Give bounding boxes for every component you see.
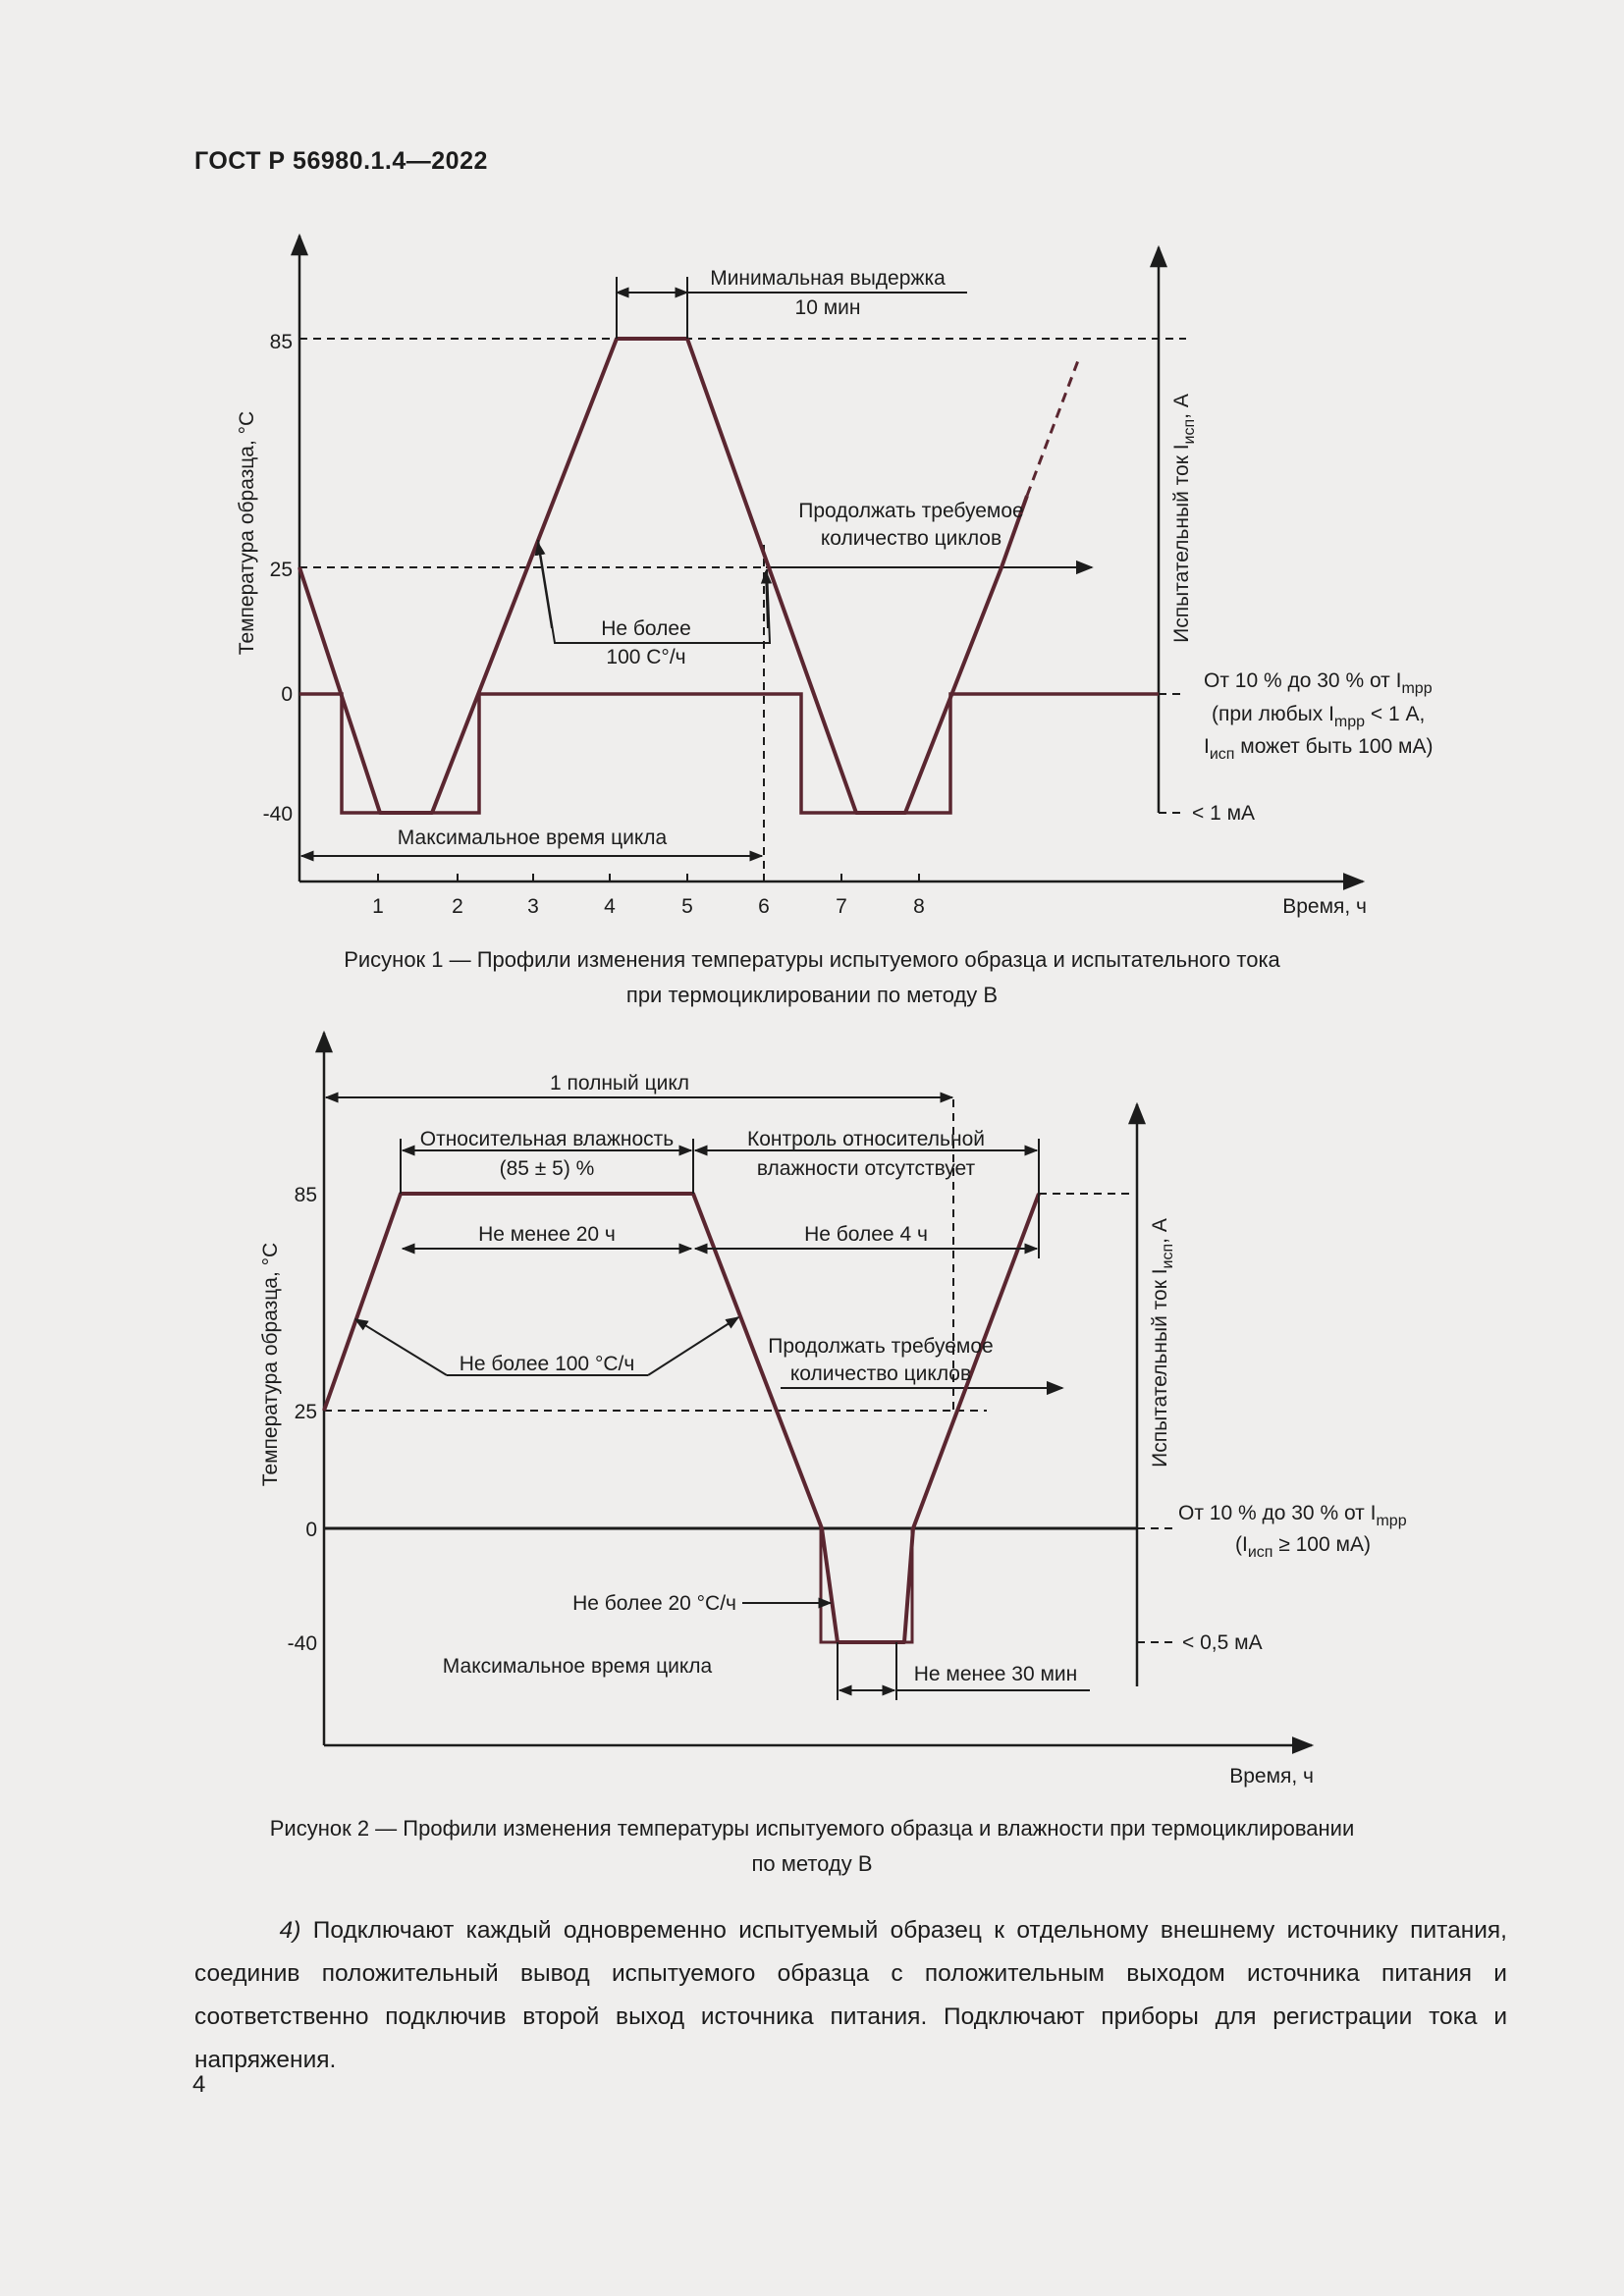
x-axis-label: Время, ч [1229,1765,1314,1788]
dwell-label-2: 10 мин [794,296,861,319]
y-tick-85: 85 [269,331,293,353]
current-note-line-2: (при любых $I_{mpp} < 1$ А, [1212,703,1426,730]
figure-2-caption-line-1: Рисунок 2 — Профили изменения температуры испытуемого образца и влажности при термоциклировании [269,1816,1355,1841]
current-profile [299,694,1159,813]
max-4h-label: Не более 4 ч [804,1223,928,1246]
reference-lines [299,339,1186,881]
figure-1-caption-line-2: при термоциклировании по методу В [625,983,999,1007]
x-tick-2: 2 [452,895,463,918]
rate-100-label: Не более 100 °С/ч [459,1353,635,1375]
max-cycle-label: Максимальное время цикла [397,827,668,849]
current-axis-label: Испытательный ток $I_{исп}$, А [1149,1218,1176,1468]
continue-label-1: Продолжать требуемое [768,1335,994,1358]
figure-1-caption-line-1: Рисунок 1 — Профили изменения температуры испытуемого образца и испытательного тока [344,947,1280,972]
max-cycle-label: Максимальное время цикла [442,1655,713,1678]
temperature-extension-dashed [1027,355,1080,496]
body-paragraph [194,1909,1507,2082]
page-number: 4 [192,2071,206,2098]
y-tick-25: 25 [294,1401,317,1423]
full-cycle-label: 1 полный цикл [549,1072,690,1095]
rate-label-2: 100 С°/ч [606,646,686,668]
x-tick-1: 1 [372,895,384,918]
x-tick-8: 8 [913,895,925,918]
current-note-line-1: От 10 % до 30 % от $I_{mpp}$ [1178,1502,1407,1529]
y-tick-25: 25 [269,559,293,581]
low-current-label: < 1 мА [1192,802,1256,825]
no-control-label-1: Контроль относительной [747,1128,985,1150]
continue-label-2: количество циклов [820,527,1002,550]
y-tick-0: 0 [281,683,293,706]
figure-2-caption-line-2: по методу В [751,1851,873,1876]
x-tick-5: 5 [681,895,693,918]
figure-2 [0,982,1624,1845]
rate-20-label: Не более 20 °С/ч [572,1592,736,1615]
rate-label-1: Не более [601,617,691,640]
low-current-label: < 0,5 мА [1182,1631,1263,1654]
y-tick-85: 85 [294,1184,317,1206]
x-tick-7: 7 [836,895,847,918]
figure-1 [0,0,1624,982]
temperature-profile [299,339,1001,813]
x-tick-6: 6 [758,895,770,918]
continue-label-1: Продолжать требуемое [798,500,1024,522]
current-note-line-2: ($I_{исп} \ge 100$ мА) [1235,1533,1371,1561]
current-note-line-1: От 10 % до 30 % от $I_{mpp}$ [1204,669,1433,697]
x-tick-3: 3 [527,895,539,918]
continue-label-2: количество циклов [789,1362,972,1385]
humidity-label-2: (85 ± 5) % [499,1157,595,1180]
x-axis-label: Время, ч [1282,895,1367,918]
x-tick-4: 4 [604,895,616,918]
paragraph-number: 4) [279,1917,301,1944]
dwell-label-1: Минимальная выдержка [710,267,946,290]
current-note-line-3: $I_{исп}$ может быть 100 мА) [1204,735,1434,763]
reference-lines [324,1099,1176,1642]
y-axis-label: Температура образца, °С [236,410,258,656]
y-tick-0: 0 [305,1519,317,1541]
document-number: ГОСТ Р 56980.1.4—2022 [194,147,488,175]
min-20h-label: Не менее 20 ч [478,1223,616,1246]
y-axis-label: Температура образца, °С [259,1242,282,1487]
y-tick-minus40: -40 [287,1632,317,1655]
y-tick-minus40: -40 [262,803,293,826]
min-30-label: Не менее 30 мин [913,1663,1078,1685]
figure-2-caption [196,1811,1428,1882]
humidity-label-1: Относительная влажность [419,1128,675,1150]
no-control-label-2: влажности отсутствует [756,1157,976,1180]
current-axis-label: Испытательный ток $I_{исп}$, А [1170,394,1198,643]
paragraph-text: Подключают каждый одновременно испытуемый образец к отдельному внешнему источнику питания, соединив положительный вывод испытуемого образца с положительным выходом источника питания и соответственно подключив второй выход источника питания. Подключают приборы для регистрации тока и напряжения. [194,1917,1507,2073]
temperature-profile [324,1194,1039,1642]
